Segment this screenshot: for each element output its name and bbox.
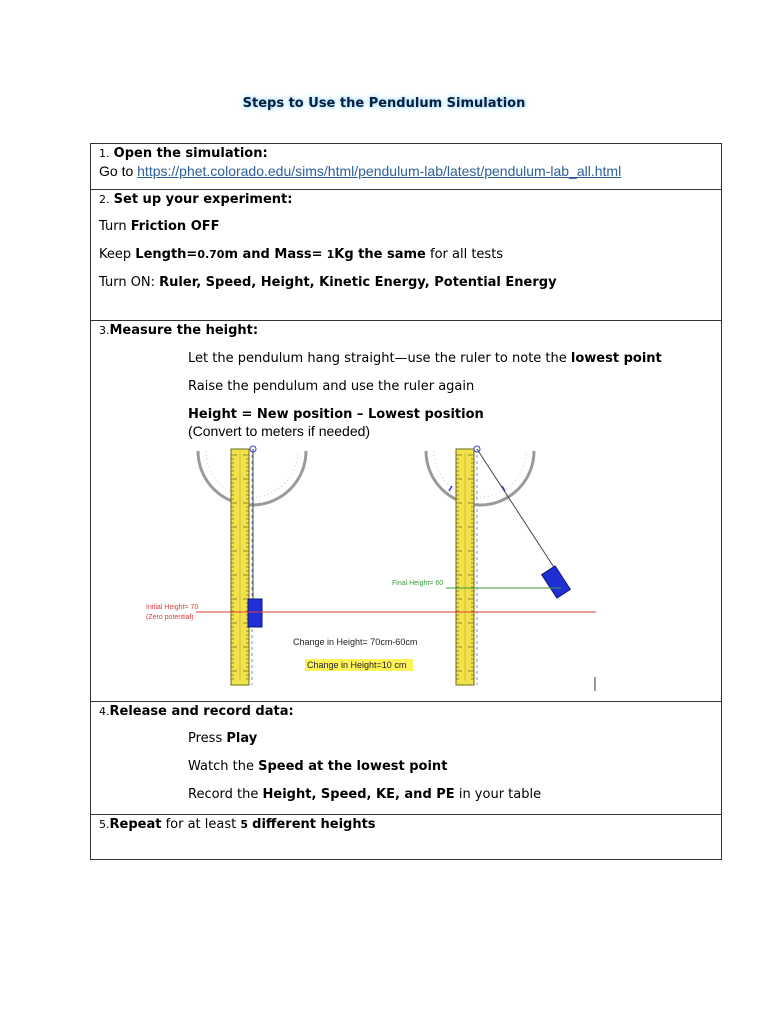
initial-height-label: Initial Height= 70: [146, 604, 199, 611]
steps-table: [90, 143, 722, 860]
step-1-heading: 1. Open the simulation:: [99, 146, 268, 161]
document-title: Steps to Use the Pendulum Simulation: [242, 96, 526, 111]
final-height-label: Final Height= 60: [392, 580, 444, 587]
right-protractor-icon: [426, 451, 534, 505]
right-bob: [542, 566, 571, 598]
step-4-row: [91, 701, 721, 814]
change-formula-label: Change in Height= 70cm-60cm: [293, 637, 418, 647]
step-3-raise: Raise the pendulum and use the ruler again: [188, 379, 475, 394]
step-2-turn-on: Turn ON: Ruler, Speed, Height, Kinetic Energy, Potential Energy: [99, 275, 557, 290]
zero-potential-label: (Zero potential): [146, 614, 194, 621]
step-4-watch-speed: Watch the Speed at the lowest point: [188, 759, 448, 774]
step-2-friction: Turn Friction OFF: [99, 219, 220, 234]
step-1-goto: Go to https://phet.colorado.edu/sims/html/pendulum-lab/latest/pendulum-lab_all.html: [99, 163, 622, 179]
step-2-length-mass: Keep Length=0.70m and Mass= 1Kg the same for all tests: [99, 247, 504, 262]
step-1-row: [91, 144, 721, 189]
change-result-label: Change in Height=10 cm: [307, 660, 407, 670]
step-4-record: Record the Height, Speed, KE, and PE in your table: [188, 787, 542, 802]
step-3-heading: 3.Measure the height:: [99, 323, 259, 338]
step-5-heading: 5.Repeat for at least 5 different heights: [99, 817, 376, 832]
step-2-row: [91, 189, 721, 320]
step-4-heading: 4.Release and record data:: [99, 704, 294, 719]
step-3-convert: (Convert to meters if needed): [188, 423, 371, 439]
left-protractor-icon: [198, 451, 306, 505]
step-3-formula: Height = New position – Lowest position: [188, 407, 484, 422]
step-2-heading: 2. Set up your experiment:: [99, 192, 293, 207]
simulation-link[interactable]: https://phet.colorado.edu/sims/html/pendulum-lab/latest/pendulum-lab_all.html: [137, 163, 622, 179]
pendulum-figure: [146, 441, 596, 691]
step-4-press-play: Press Play: [188, 731, 258, 746]
step-3-lowest-point: Let the pendulum hang straight—use the ruler to note the lowest point: [188, 351, 662, 366]
step-5-row: [91, 814, 721, 859]
left-bob: [248, 599, 262, 627]
right-string: [477, 449, 559, 575]
step-3-row: [91, 320, 721, 701]
